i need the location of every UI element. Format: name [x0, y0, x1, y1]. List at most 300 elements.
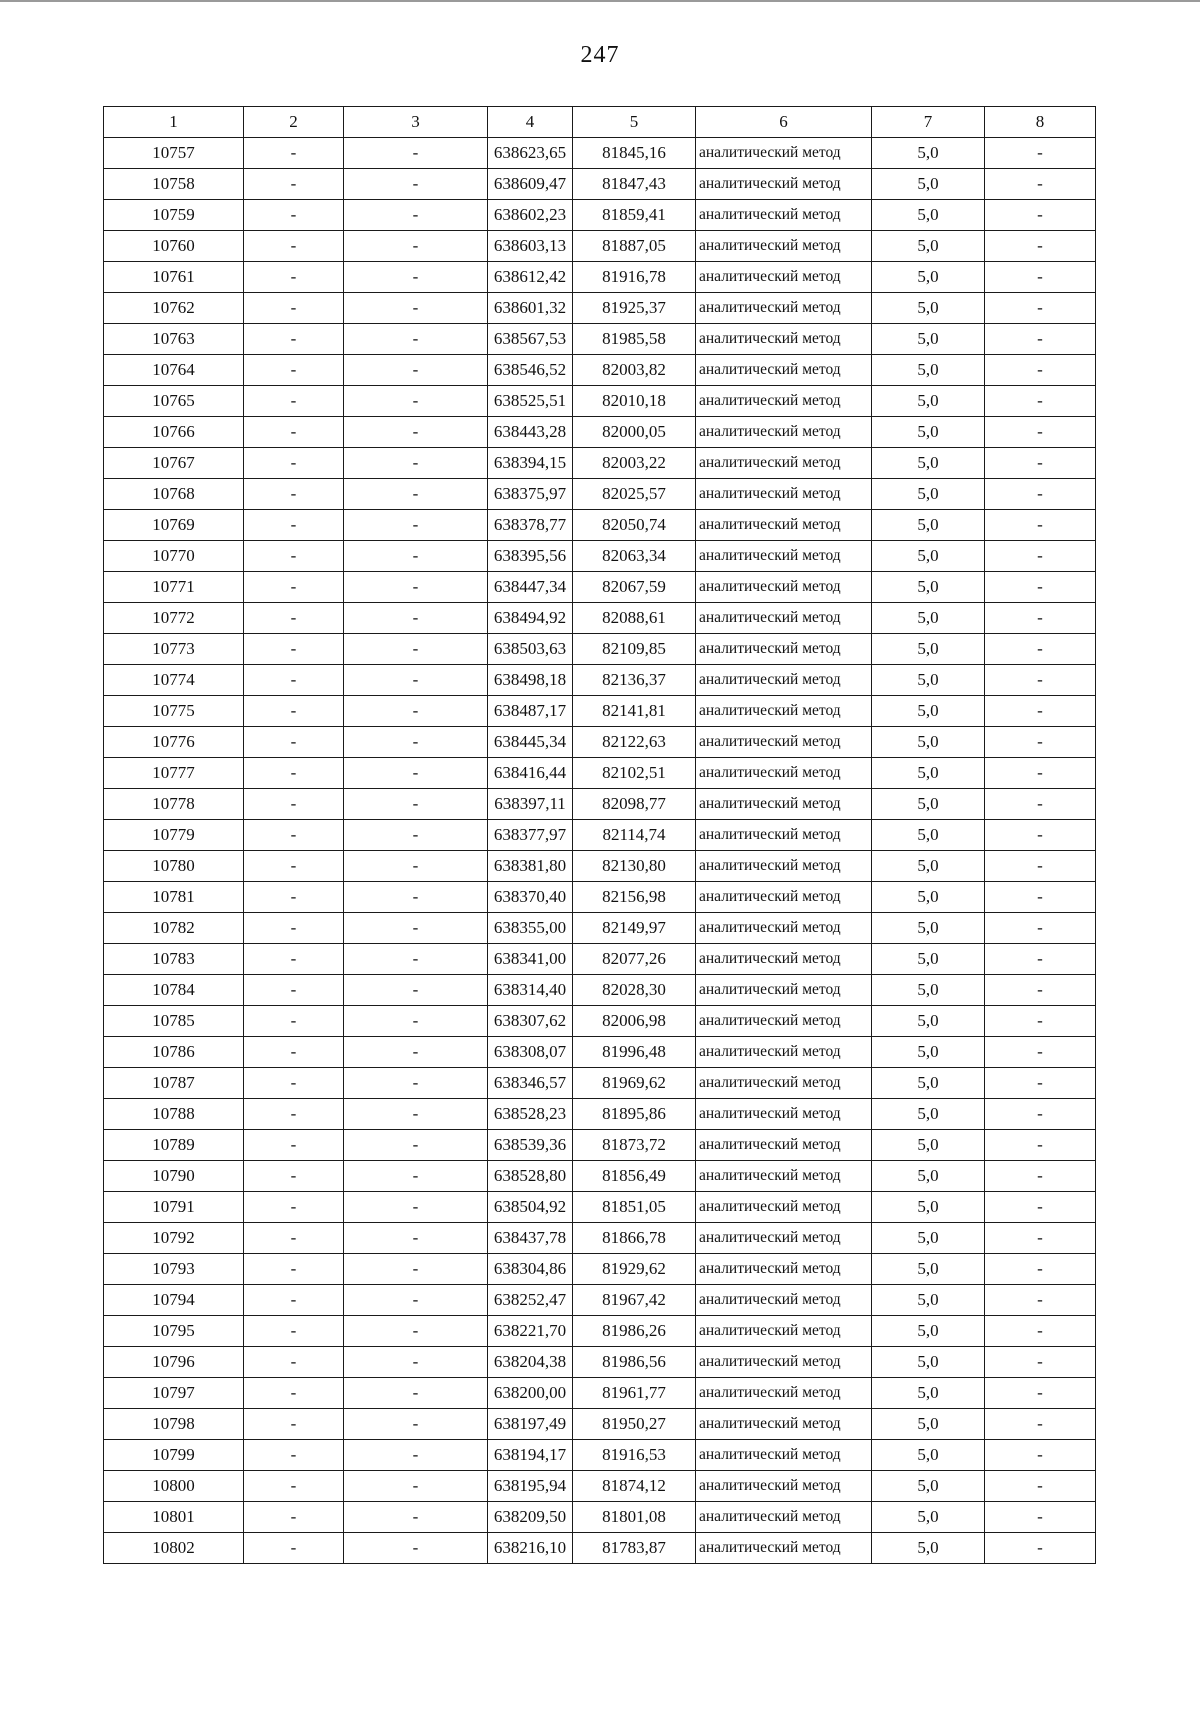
cell-accuracy: 5,0	[872, 324, 985, 355]
cell-col-3: -	[344, 882, 488, 913]
cell-col-8: -	[985, 1502, 1096, 1533]
cell-col-8: -	[985, 696, 1096, 727]
cell-col-8: -	[985, 231, 1096, 262]
cell-col-3: -	[344, 1130, 488, 1161]
cell-coord-x: 638304,86	[488, 1254, 573, 1285]
cell-method: аналитический метод	[696, 975, 872, 1006]
cell-accuracy: 5,0	[872, 262, 985, 293]
cell-col-3: -	[344, 727, 488, 758]
cell-accuracy: 5,0	[872, 1440, 985, 1471]
cell-point-number: 10802	[104, 1533, 244, 1564]
cell-method: аналитический метод	[696, 665, 872, 696]
cell-accuracy: 5,0	[872, 510, 985, 541]
table-row	[104, 789, 1096, 820]
cell-accuracy: 5,0	[872, 1378, 985, 1409]
cell-point-number: 10785	[104, 1006, 244, 1037]
cell-col-2: -	[244, 1285, 344, 1316]
cell-coord-y: 81856,49	[573, 1161, 696, 1192]
cell-point-number: 10757	[104, 138, 244, 169]
cell-point-number: 10786	[104, 1037, 244, 1068]
cell-accuracy: 5,0	[872, 820, 985, 851]
cell-coord-x: 638314,40	[488, 975, 573, 1006]
cell-coord-y: 81925,37	[573, 293, 696, 324]
cell-coord-y: 82000,05	[573, 417, 696, 448]
cell-coord-x: 638443,28	[488, 417, 573, 448]
table-row	[104, 1254, 1096, 1285]
cell-coord-y: 81986,26	[573, 1316, 696, 1347]
table-row	[104, 1440, 1096, 1471]
cell-point-number: 10764	[104, 355, 244, 386]
cell-col-2: -	[244, 200, 344, 231]
cell-col-2: -	[244, 634, 344, 665]
cell-accuracy: 5,0	[872, 386, 985, 417]
cell-col-8: -	[985, 1161, 1096, 1192]
cell-col-3: -	[344, 1285, 488, 1316]
cell-col-2: -	[244, 851, 344, 882]
cell-col-3: -	[344, 1223, 488, 1254]
table-row	[104, 324, 1096, 355]
cell-accuracy: 5,0	[872, 727, 985, 758]
cell-coord-x: 638381,80	[488, 851, 573, 882]
cell-method: аналитический метод	[696, 200, 872, 231]
table-row	[104, 262, 1096, 293]
cell-col-3: -	[344, 1254, 488, 1285]
cell-col-3: -	[344, 1068, 488, 1099]
cell-coord-y: 81986,56	[573, 1347, 696, 1378]
cell-col-8: -	[985, 1192, 1096, 1223]
column-header-5: 5	[573, 107, 696, 138]
table-row	[104, 417, 1096, 448]
cell-accuracy: 5,0	[872, 417, 985, 448]
cell-col-3: -	[344, 913, 488, 944]
cell-col-8: -	[985, 1285, 1096, 1316]
cell-col-3: -	[344, 1099, 488, 1130]
table-row	[104, 1502, 1096, 1533]
cell-coord-x: 638487,17	[488, 696, 573, 727]
cell-coord-x: 638221,70	[488, 1316, 573, 1347]
cell-col-2: -	[244, 820, 344, 851]
cell-col-3: -	[344, 696, 488, 727]
cell-method: аналитический метод	[696, 138, 872, 169]
cell-method: аналитический метод	[696, 1006, 872, 1037]
cell-col-3: -	[344, 510, 488, 541]
cell-col-2: -	[244, 262, 344, 293]
cell-point-number: 10789	[104, 1130, 244, 1161]
cell-col-2: -	[244, 913, 344, 944]
cell-point-number: 10773	[104, 634, 244, 665]
cell-col-3: -	[344, 789, 488, 820]
cell-col-3: -	[344, 417, 488, 448]
table-row	[104, 572, 1096, 603]
cell-col-2: -	[244, 1161, 344, 1192]
cell-coord-y: 82141,81	[573, 696, 696, 727]
column-header-8: 8	[985, 107, 1096, 138]
cell-coord-x: 638504,92	[488, 1192, 573, 1223]
cell-col-8: -	[985, 882, 1096, 913]
table-row	[104, 634, 1096, 665]
cell-coord-x: 638194,17	[488, 1440, 573, 1471]
cell-method: аналитический метод	[696, 820, 872, 851]
cell-coord-x: 638528,23	[488, 1099, 573, 1130]
cell-col-2: -	[244, 1502, 344, 1533]
cell-accuracy: 5,0	[872, 1192, 985, 1223]
cell-accuracy: 5,0	[872, 634, 985, 665]
cell-coord-y: 82003,22	[573, 448, 696, 479]
table-row	[104, 510, 1096, 541]
table-row	[104, 541, 1096, 572]
cell-col-8: -	[985, 169, 1096, 200]
cell-coord-y: 82063,34	[573, 541, 696, 572]
column-header-6: 6	[696, 107, 872, 138]
table-row	[104, 820, 1096, 851]
cell-method: аналитический метод	[696, 944, 872, 975]
cell-coord-y: 82149,97	[573, 913, 696, 944]
cell-point-number: 10775	[104, 696, 244, 727]
cell-col-2: -	[244, 727, 344, 758]
cell-col-3: -	[344, 386, 488, 417]
cell-col-8: -	[985, 417, 1096, 448]
table-row	[104, 696, 1096, 727]
cell-accuracy: 5,0	[872, 665, 985, 696]
cell-method: аналитический метод	[696, 541, 872, 572]
cell-method: аналитический метод	[696, 789, 872, 820]
cell-point-number: 10778	[104, 789, 244, 820]
cell-point-number: 10794	[104, 1285, 244, 1316]
cell-col-3: -	[344, 603, 488, 634]
cell-coord-x: 638603,13	[488, 231, 573, 262]
table-row	[104, 1471, 1096, 1502]
cell-method: аналитический метод	[696, 1192, 872, 1223]
cell-point-number: 10777	[104, 758, 244, 789]
cell-coord-x: 638355,00	[488, 913, 573, 944]
table-header	[104, 107, 1096, 138]
cell-accuracy: 5,0	[872, 200, 985, 231]
cell-accuracy: 5,0	[872, 1471, 985, 1502]
table-row	[104, 851, 1096, 882]
cell-accuracy: 5,0	[872, 231, 985, 262]
cell-accuracy: 5,0	[872, 1068, 985, 1099]
cell-accuracy: 5,0	[872, 944, 985, 975]
table-body	[104, 138, 1096, 1564]
cell-coord-y: 82098,77	[573, 789, 696, 820]
table-row	[104, 975, 1096, 1006]
cell-coord-x: 638346,57	[488, 1068, 573, 1099]
cell-col-2: -	[244, 448, 344, 479]
cell-point-number: 10788	[104, 1099, 244, 1130]
cell-coord-x: 638546,52	[488, 355, 573, 386]
column-header-7: 7	[872, 107, 985, 138]
cell-col-3: -	[344, 479, 488, 510]
cell-col-8: -	[985, 479, 1096, 510]
table-row	[104, 1192, 1096, 1223]
cell-point-number: 10763	[104, 324, 244, 355]
table-row	[104, 448, 1096, 479]
cell-col-3: -	[344, 758, 488, 789]
cell-col-8: -	[985, 1254, 1096, 1285]
table-row	[104, 1099, 1096, 1130]
cell-col-8: -	[985, 541, 1096, 572]
cell-point-number: 10787	[104, 1068, 244, 1099]
cell-coord-y: 82050,74	[573, 510, 696, 541]
cell-coord-y: 82130,80	[573, 851, 696, 882]
cell-coord-y: 81859,41	[573, 200, 696, 231]
cell-point-number: 10760	[104, 231, 244, 262]
cell-col-8: -	[985, 138, 1096, 169]
cell-coord-x: 638204,38	[488, 1347, 573, 1378]
cell-coord-x: 638378,77	[488, 510, 573, 541]
cell-point-number: 10781	[104, 882, 244, 913]
cell-col-3: -	[344, 262, 488, 293]
cell-col-2: -	[244, 1316, 344, 1347]
cell-col-8: -	[985, 820, 1096, 851]
cell-col-3: -	[344, 1440, 488, 1471]
page-number: 247	[580, 42, 620, 68]
cell-point-number: 10759	[104, 200, 244, 231]
cell-point-number: 10768	[104, 479, 244, 510]
cell-method: аналитический метод	[696, 603, 872, 634]
cell-point-number: 10770	[104, 541, 244, 572]
cell-point-number: 10762	[104, 293, 244, 324]
table-row	[104, 1316, 1096, 1347]
cell-coord-y: 81916,53	[573, 1440, 696, 1471]
cell-point-number: 10800	[104, 1471, 244, 1502]
cell-col-2: -	[244, 138, 344, 169]
cell-col-2: -	[244, 1006, 344, 1037]
cell-accuracy: 5,0	[872, 1502, 985, 1533]
cell-method: аналитический метод	[696, 1130, 872, 1161]
cell-col-8: -	[985, 572, 1096, 603]
cell-method: аналитический метод	[696, 479, 872, 510]
cell-col-8: -	[985, 1409, 1096, 1440]
cell-accuracy: 5,0	[872, 1223, 985, 1254]
table-row	[104, 169, 1096, 200]
table-row	[104, 1378, 1096, 1409]
table-row	[104, 200, 1096, 231]
cell-coord-y: 81950,27	[573, 1409, 696, 1440]
cell-coord-y: 82028,30	[573, 975, 696, 1006]
cell-method: аналитический метод	[696, 293, 872, 324]
cell-accuracy: 5,0	[872, 975, 985, 1006]
cell-method: аналитический метод	[696, 169, 872, 200]
cell-col-3: -	[344, 851, 488, 882]
cell-col-2: -	[244, 789, 344, 820]
cell-col-8: -	[985, 789, 1096, 820]
cell-coord-x: 638525,51	[488, 386, 573, 417]
table-row	[104, 386, 1096, 417]
cell-col-2: -	[244, 479, 344, 510]
cell-col-3: -	[344, 1347, 488, 1378]
cell-col-2: -	[244, 882, 344, 913]
cell-method: аналитический метод	[696, 1440, 872, 1471]
cell-coord-y: 82102,51	[573, 758, 696, 789]
cell-coord-x: 638395,56	[488, 541, 573, 572]
cell-coord-x: 638377,97	[488, 820, 573, 851]
cell-coord-x: 638609,47	[488, 169, 573, 200]
cell-method: аналитический метод	[696, 1099, 872, 1130]
cell-method: аналитический метод	[696, 324, 872, 355]
table-row	[104, 1533, 1096, 1564]
cell-coord-y: 82088,61	[573, 603, 696, 634]
cell-method: аналитический метод	[696, 510, 872, 541]
table-row	[104, 758, 1096, 789]
cell-method: аналитический метод	[696, 572, 872, 603]
cell-col-3: -	[344, 324, 488, 355]
cell-col-8: -	[985, 851, 1096, 882]
cell-method: аналитический метод	[696, 1254, 872, 1285]
cell-col-8: -	[985, 758, 1096, 789]
cell-coord-y: 81916,78	[573, 262, 696, 293]
cell-col-2: -	[244, 386, 344, 417]
cell-col-3: -	[344, 944, 488, 975]
cell-method: аналитический метод	[696, 696, 872, 727]
cell-col-3: -	[344, 1533, 488, 1564]
cell-col-2: -	[244, 1378, 344, 1409]
cell-coord-y: 81845,16	[573, 138, 696, 169]
cell-coord-x: 638397,11	[488, 789, 573, 820]
cell-col-3: -	[344, 1471, 488, 1502]
cell-method: аналитический метод	[696, 231, 872, 262]
cell-col-2: -	[244, 572, 344, 603]
cell-col-2: -	[244, 665, 344, 696]
cell-method: аналитический метод	[696, 355, 872, 386]
cell-coord-x: 638447,34	[488, 572, 573, 603]
cell-col-2: -	[244, 1347, 344, 1378]
cell-col-8: -	[985, 293, 1096, 324]
cell-col-8: -	[985, 262, 1096, 293]
table-row	[104, 1068, 1096, 1099]
cell-col-2: -	[244, 1254, 344, 1285]
cell-point-number: 10798	[104, 1409, 244, 1440]
cell-coord-y: 81866,78	[573, 1223, 696, 1254]
cell-point-number: 10774	[104, 665, 244, 696]
cell-coord-x: 638528,80	[488, 1161, 573, 1192]
cell-method: аналитический метод	[696, 1037, 872, 1068]
cell-coord-y: 82003,82	[573, 355, 696, 386]
cell-accuracy: 5,0	[872, 1285, 985, 1316]
cell-method: аналитический метод	[696, 1068, 872, 1099]
cell-coord-y: 82136,37	[573, 665, 696, 696]
cell-accuracy: 5,0	[872, 851, 985, 882]
cell-col-8: -	[985, 944, 1096, 975]
table-row	[104, 1347, 1096, 1378]
cell-point-number: 10758	[104, 169, 244, 200]
cell-coord-y: 81801,08	[573, 1502, 696, 1533]
cell-col-3: -	[344, 1037, 488, 1068]
cell-method: аналитический метод	[696, 1223, 872, 1254]
cell-accuracy: 5,0	[872, 169, 985, 200]
cell-accuracy: 5,0	[872, 1161, 985, 1192]
header-row	[104, 107, 1096, 138]
cell-accuracy: 5,0	[872, 541, 985, 572]
cell-accuracy: 5,0	[872, 1006, 985, 1037]
column-header-3: 3	[344, 107, 488, 138]
cell-accuracy: 5,0	[872, 1409, 985, 1440]
cell-col-3: -	[344, 1502, 488, 1533]
cell-col-8: -	[985, 1223, 1096, 1254]
cell-method: аналитический метод	[696, 448, 872, 479]
cell-method: аналитический метод	[696, 727, 872, 758]
cell-coord-x: 638341,00	[488, 944, 573, 975]
cell-col-2: -	[244, 1192, 344, 1223]
cell-coord-x: 638197,49	[488, 1409, 573, 1440]
cell-col-2: -	[244, 1440, 344, 1471]
cell-point-number: 10799	[104, 1440, 244, 1471]
cell-col-3: -	[344, 355, 488, 386]
cell-col-8: -	[985, 1099, 1096, 1130]
cell-coord-y: 82109,85	[573, 634, 696, 665]
cell-col-8: -	[985, 975, 1096, 1006]
cell-col-8: -	[985, 634, 1096, 665]
table-row	[104, 1037, 1096, 1068]
cell-accuracy: 5,0	[872, 789, 985, 820]
cell-col-3: -	[344, 231, 488, 262]
cell-method: аналитический метод	[696, 1471, 872, 1502]
cell-col-3: -	[344, 975, 488, 1006]
cell-coord-x: 638602,23	[488, 200, 573, 231]
cell-col-3: -	[344, 448, 488, 479]
cell-col-2: -	[244, 944, 344, 975]
cell-point-number: 10792	[104, 1223, 244, 1254]
cell-coord-x: 638494,92	[488, 603, 573, 634]
cell-col-8: -	[985, 1378, 1096, 1409]
cell-coord-x: 638437,78	[488, 1223, 573, 1254]
cell-point-number: 10791	[104, 1192, 244, 1223]
cell-accuracy: 5,0	[872, 1347, 985, 1378]
cell-accuracy: 5,0	[872, 913, 985, 944]
table-row	[104, 1223, 1096, 1254]
cell-point-number: 10766	[104, 417, 244, 448]
cell-col-8: -	[985, 913, 1096, 944]
cell-col-3: -	[344, 820, 488, 851]
cell-col-2: -	[244, 758, 344, 789]
cell-coord-x: 638394,15	[488, 448, 573, 479]
cell-col-3: -	[344, 1316, 488, 1347]
column-header-2: 2	[244, 107, 344, 138]
cell-method: аналитический метод	[696, 1378, 872, 1409]
cell-col-2: -	[244, 1130, 344, 1161]
cell-col-3: -	[344, 293, 488, 324]
cell-coord-y: 82010,18	[573, 386, 696, 417]
table-row	[104, 231, 1096, 262]
cell-col-2: -	[244, 510, 344, 541]
cell-method: аналитический метод	[696, 882, 872, 913]
cell-coord-x: 638601,32	[488, 293, 573, 324]
cell-coord-y: 82114,74	[573, 820, 696, 851]
cell-coord-x: 638200,00	[488, 1378, 573, 1409]
cell-col-2: -	[244, 324, 344, 355]
cell-col-2: -	[244, 1409, 344, 1440]
cell-col-8: -	[985, 510, 1096, 541]
cell-coord-y: 82067,59	[573, 572, 696, 603]
cell-method: аналитический метод	[696, 262, 872, 293]
cell-col-2: -	[244, 1533, 344, 1564]
cell-coord-y: 81847,43	[573, 169, 696, 200]
cell-coord-x: 638252,47	[488, 1285, 573, 1316]
cell-coord-y: 81783,87	[573, 1533, 696, 1564]
cell-col-2: -	[244, 975, 344, 1006]
cell-point-number: 10790	[104, 1161, 244, 1192]
cell-coord-x: 638539,36	[488, 1130, 573, 1161]
table-row	[104, 603, 1096, 634]
cell-col-2: -	[244, 231, 344, 262]
cell-coord-x: 638503,63	[488, 634, 573, 665]
table-row	[104, 665, 1096, 696]
cell-col-2: -	[244, 603, 344, 634]
cell-col-2: -	[244, 696, 344, 727]
cell-coord-y: 82156,98	[573, 882, 696, 913]
cell-col-2: -	[244, 1068, 344, 1099]
cell-point-number: 10771	[104, 572, 244, 603]
